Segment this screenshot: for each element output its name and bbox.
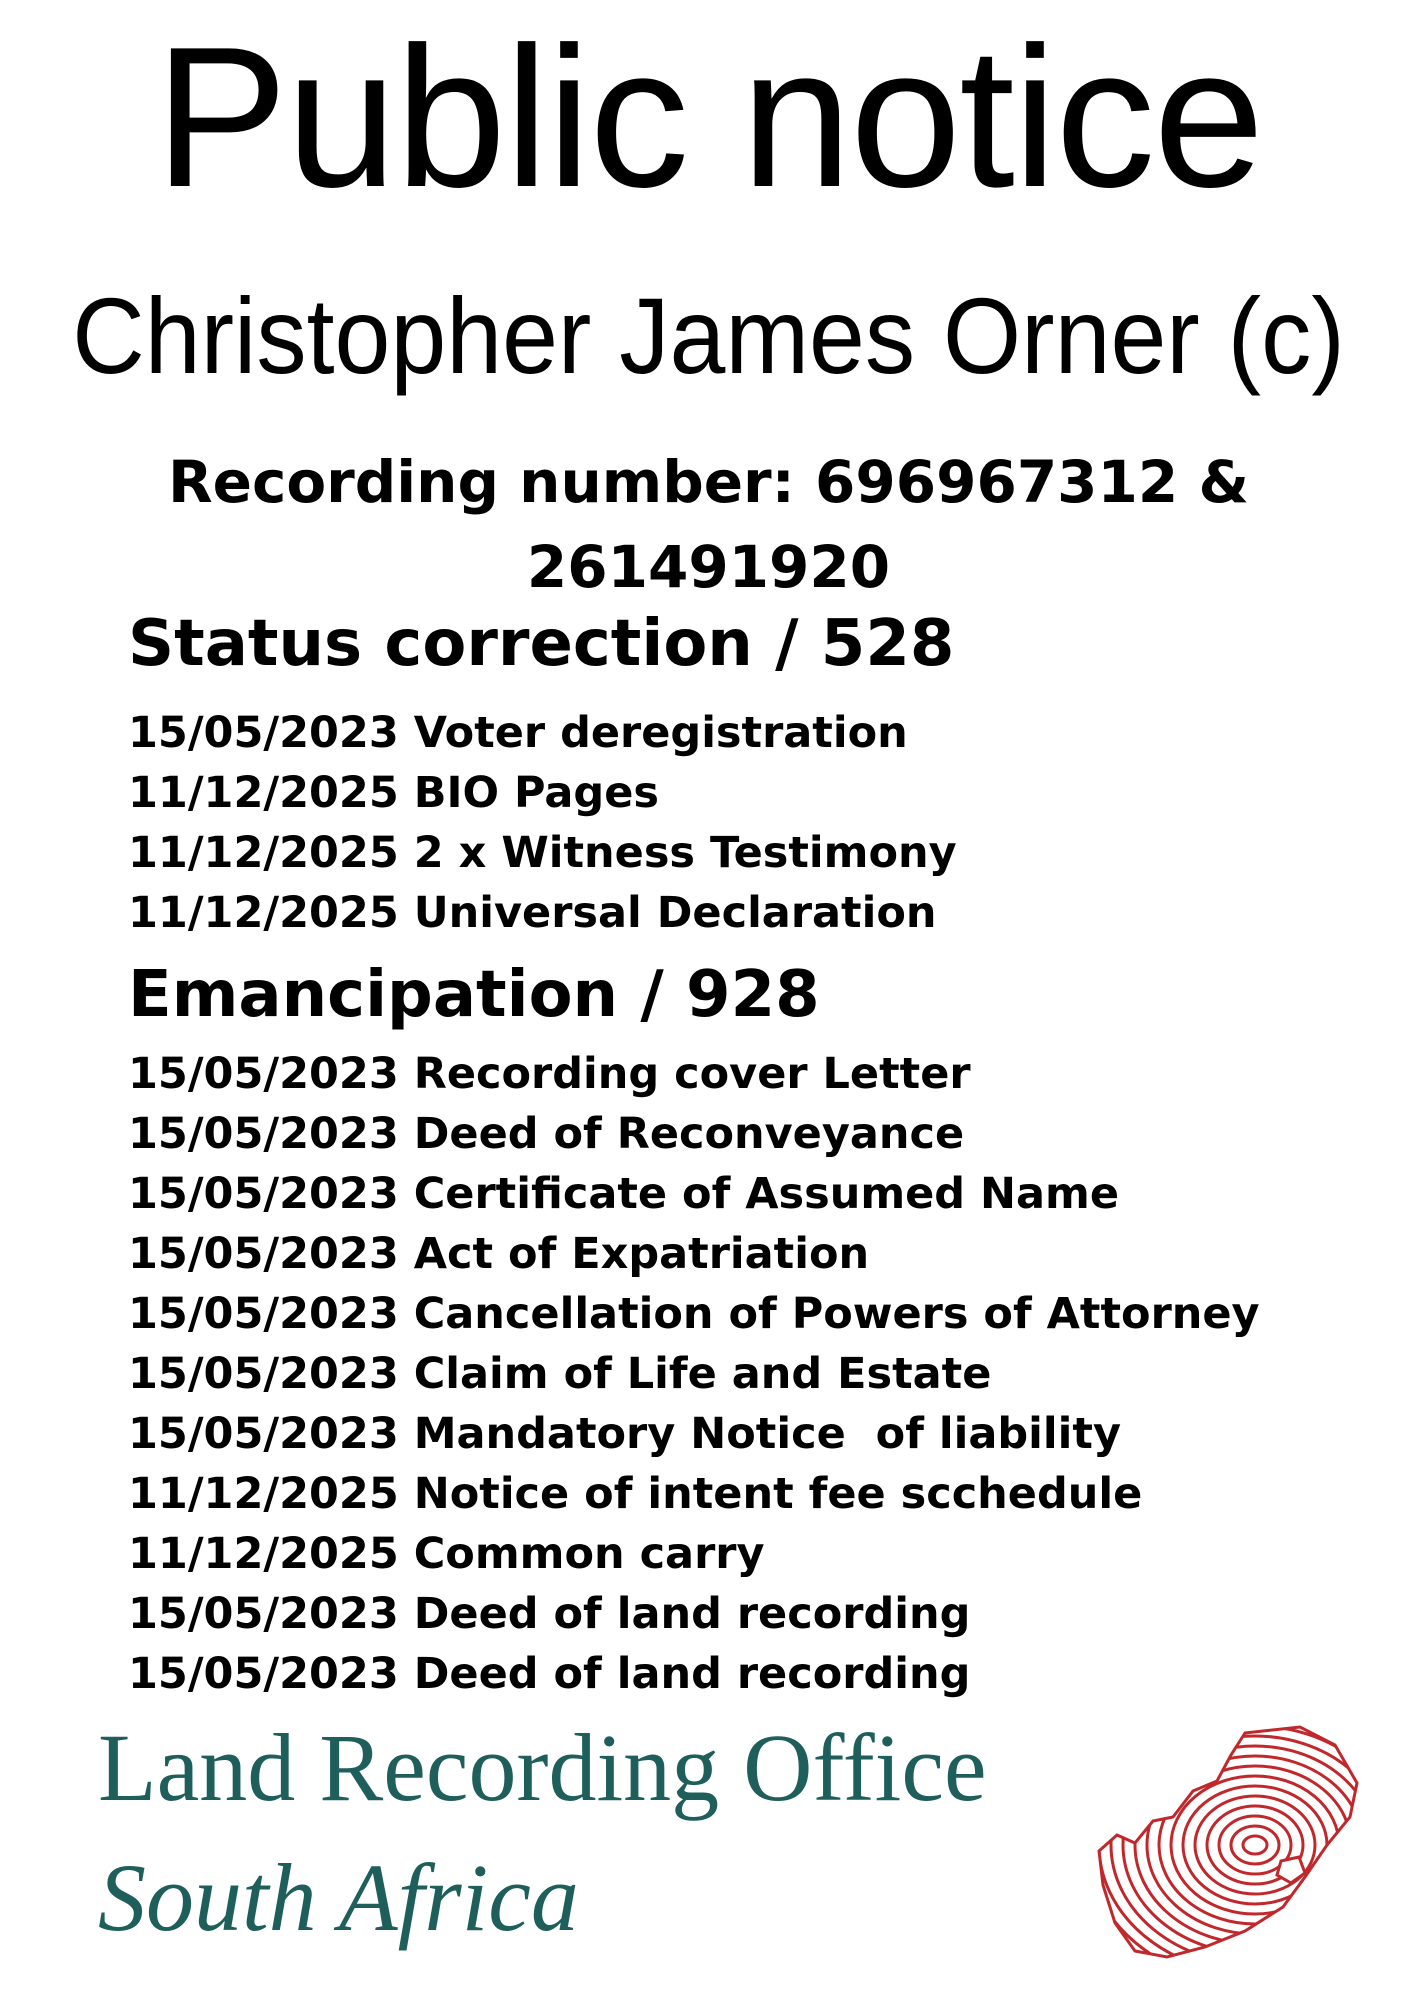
recording-numbers: [100, 440, 1317, 610]
list-item: 15/05/2023 Deed of land recording: [128, 1649, 971, 1699]
logo-text-line-2: South Africa: [98, 1844, 579, 1951]
list-item: 15/05/2023 Deed of land recording: [128, 1589, 971, 1639]
logo-text-line-1: Land Recording Office: [98, 1714, 987, 1821]
section-title-status-correction: Status correction / 528: [128, 607, 955, 681]
list-item: 15/05/2023 Claim of Life and Estate: [128, 1349, 992, 1399]
list-item: 15/05/2023 Act of Expatriation: [128, 1229, 870, 1279]
recording-number-line-1: Recording number: 696967312 &: [167, 448, 1250, 516]
list-item: 11/12/2025 Common carry: [128, 1529, 765, 1579]
list-item: 15/05/2023 Recording cover Letter: [128, 1049, 971, 1099]
list-item: 15/05/2023 Cancellation of Powers of Attorney: [128, 1289, 1260, 1339]
south-africa-fingerprint-map-icon: [1095, 1725, 1375, 1965]
list-item: 15/05/2023 Mandatory Notice of liability: [128, 1409, 1121, 1459]
list-item: 11/12/2025 2 x Witness Testimony: [128, 828, 957, 878]
list-item: 11/12/2025 Universal Declaration: [128, 888, 937, 938]
list-item: 11/12/2025 Notice of intent fee scchedule: [128, 1469, 1143, 1519]
recording-number-line-2: 261491920: [526, 533, 891, 601]
list-item: 15/05/2023 Voter deregistration: [128, 708, 908, 758]
list-item: 15/05/2023 Deed of Reconveyance: [128, 1109, 965, 1159]
page-title: Public notice: [154, 6, 1263, 229]
status-correction-list: [128, 703, 957, 943]
person-name: Christopher James Orner (c): [72, 275, 1345, 396]
list-item: 11/12/2025 BIO Pages: [128, 768, 659, 818]
section-title-emancipation: Emancipation / 928: [128, 958, 820, 1032]
list-item: 15/05/2023 Certificate of Assumed Name: [128, 1169, 1120, 1219]
emancipation-list: [128, 1044, 1260, 1704]
